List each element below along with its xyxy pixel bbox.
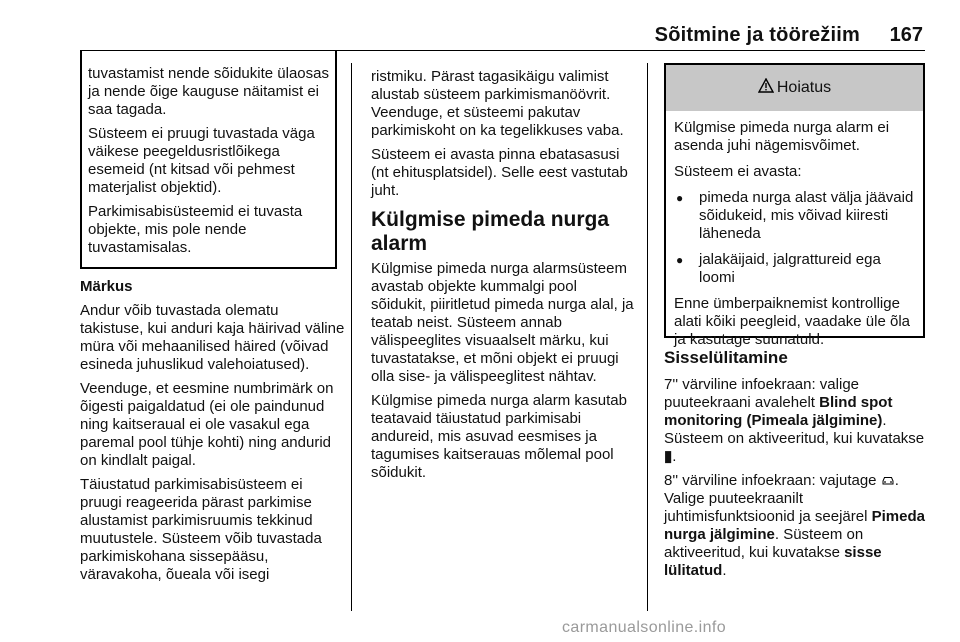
note-section xyxy=(80,278,345,590)
column-divider-2 xyxy=(647,63,648,611)
warning-box xyxy=(664,63,925,348)
body-paragraph: Süsteem ei avasta pinna ebatasasusi (nt ehitusplatsidel). Selle eest vastutab juht. xyxy=(371,146,628,199)
warning-triangle-icon xyxy=(758,78,774,98)
note-paragraph: Andur võib tuvastada olematu takistuse, kui anduri kaja häirivad väline müra või mehaanilised häired (võivad esineda juhuslikud valehoiatused). xyxy=(80,302,345,373)
note-paragraph: Täiustatud parkimisabisüsteem ei pruugi reageerida pärast parkimise alustamist parkimisruumis tekkinud muutustele. Süsteem võib tuvastada parkimiskohana sissepääsu, väravakoha, õueala või isegi xyxy=(80,476,322,583)
watermark: carmanualsonline.info xyxy=(562,619,727,636)
status-label: sisse lülitatud xyxy=(664,544,882,579)
warning-list xyxy=(674,189,915,287)
note-heading: Märkus xyxy=(80,278,133,295)
activation-paragraph-8inch: 8'' värviline infoekraan: vajutage . Valige puuteekraanilt juhtimisfunktsioonid ja seejärel Pimeda nurga jälgimine. Süsteem on aktiveeritud, kui kuvatakse sisse lülitatud. xyxy=(664,472,925,579)
box-paragraph: Parkimisabisüsteemid ei tuvasta objekte, mis pole nende tuvastamisalas. xyxy=(88,203,303,256)
page-header-title: Sõitmine ja töörežiim xyxy=(654,24,860,46)
car-menu-icon xyxy=(881,472,895,489)
warning-paragraph: Enne ümberpaiknemist kontrollige alati kõiki peegleid, vaadake üle õla ja kasutage suunatuld. xyxy=(674,295,910,348)
continued-warning-box xyxy=(80,51,337,269)
sub-heading: Sisselülitamine xyxy=(664,348,788,367)
page-number: 167 xyxy=(889,24,923,46)
menu-item-label: Pimeda nurga jälgimine xyxy=(664,508,925,543)
section-heading: Külgmise pimeda nurga alarm xyxy=(371,208,610,255)
warning-title: Hoiatus xyxy=(776,79,832,96)
activation-section xyxy=(664,348,932,586)
body-paragraph: ristmiku. Pärast tagasikäigu valimist alustab süsteem parkimismanöövrit. Veenduge, et süsteemi pakutav parkimiskoht on ka tegelikkuses vaba. xyxy=(371,68,624,139)
body-paragraph: Külgmise pimeda nurga alarmsüsteem avastab objekte kummalgi pool sõidukit, piiritletud pimeda nurga alal, ja teatab neist. Süsteem annab välispeeglites visuaalselt märku, kui tuvastatakse, et mõni objekt ei pruugi olla sise- ja välispeeglitest nähtav. xyxy=(371,260,634,385)
warning-paragraph: Süsteem ei avasta: xyxy=(674,163,802,180)
body-paragraph: Külgmise pimeda nurga alarm kasutab teatavaid täiustatud parkimisabi andureid, mis asuvad eesmises ja tagumises kaitserauas mõlemal pool sõidukit. xyxy=(371,392,627,481)
activation-paragraph-7inch: 7'' värviline infoekraan: valige puuteekraani avalehelt Blind spot monitoring (Pimeala jälgimine). Süsteem on aktiveeritud, kui kuvatakse ▮. xyxy=(664,376,925,465)
warning-list-item: ● pimeda nurga alast välja jäävaid sõidukeid, mis võivad kiiresti läheneda xyxy=(674,189,915,243)
warning-list-item: ● jalakäijaid, jalgrattureid ega loomi xyxy=(674,251,915,287)
column-divider-1 xyxy=(351,63,352,611)
warning-body xyxy=(666,111,923,349)
column-two xyxy=(371,68,636,488)
indicator-symbol: ▮ xyxy=(664,448,673,465)
warning-header xyxy=(666,65,923,111)
note-paragraph: Veenduge, et eesmine numbrimärk on õigesti paigaldatud (ei ole paindunud ning kaitseraual ei ole vasakul ega paremal pool tühje kohti) ning andurid on kindlalt paigal. xyxy=(80,380,334,469)
box-paragraph: tuvastamist nende sõidukite ülaosas ja nende õige kauguse näitamist ei saa tagada. xyxy=(88,65,329,118)
box-paragraph: Süsteem ei pruugi tuvastada väga väikese peegeldusristlõikega esemeid (nt kitsad või pehmest materjalist objektid). xyxy=(88,125,315,196)
menu-item-label: Blind spot monitoring (Pimeala jälgimine) xyxy=(664,394,893,429)
warning-paragraph: Külgmise pimeda nurga alarm ei asenda juhi nägemisvõimet. xyxy=(674,119,890,154)
